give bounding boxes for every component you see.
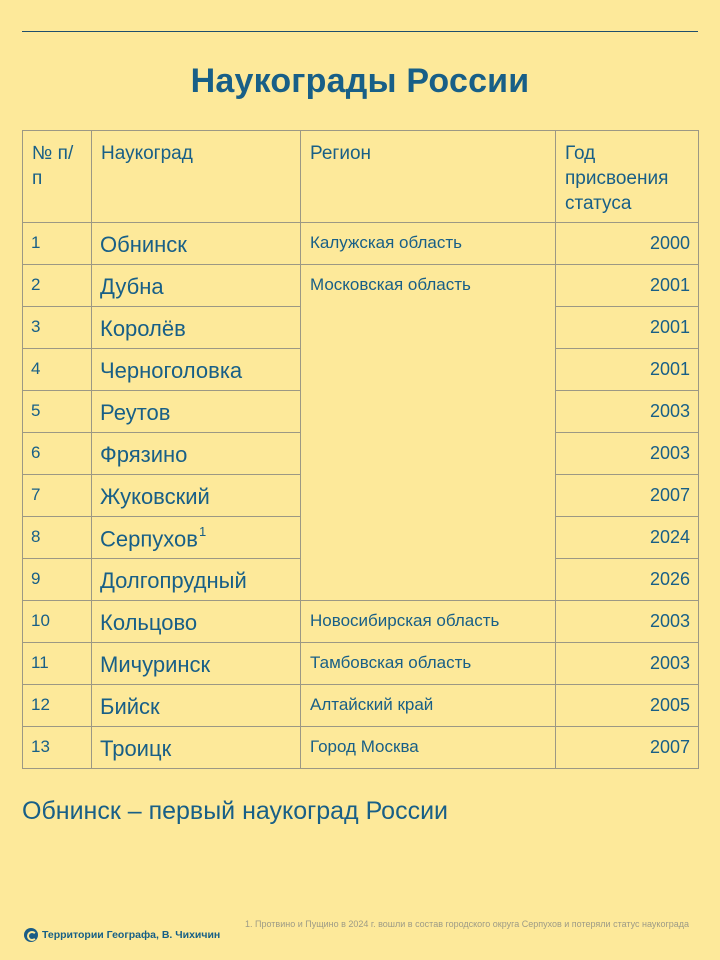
footnote: 1. Протвино и Пущино в 2024 г. вошли в состав городского округа Серпухов и потеряли статус наукограда	[245, 919, 689, 929]
city-cell	[92, 265, 301, 307]
city-name: Королёв	[100, 316, 186, 341]
city-cell	[92, 685, 301, 727]
status-year: 2003	[556, 643, 699, 685]
page-title: Наукограды России	[190, 62, 530, 100]
row-number: 5	[23, 391, 92, 433]
row-number: 2	[23, 265, 92, 307]
region-cell: Калужская область	[301, 223, 556, 265]
city-name: Серпухов	[100, 526, 198, 552]
city-name: Бийск	[100, 694, 160, 719]
city-cell	[92, 559, 301, 601]
city-cell	[92, 223, 301, 265]
row-number: 10	[23, 601, 92, 643]
region-cell: Новосибирская область	[301, 601, 556, 643]
city-name: Мичуринск	[100, 652, 211, 677]
status-year: 2026	[556, 559, 699, 601]
credit	[24, 928, 220, 942]
table-row	[23, 265, 699, 307]
table-row	[23, 223, 699, 265]
city-cell	[92, 517, 301, 559]
row-number: 9	[23, 559, 92, 601]
city-cell	[92, 643, 301, 685]
top-divider	[22, 31, 698, 32]
city-cell	[92, 433, 301, 475]
row-number: 12	[23, 685, 92, 727]
row-number: 11	[23, 643, 92, 685]
row-number: 4	[23, 349, 92, 391]
status-year: 2001	[556, 265, 699, 307]
science-cities-table	[22, 130, 699, 769]
header-num: № п/п	[23, 131, 92, 223]
city-name: Жуковский	[100, 484, 210, 509]
city-cell	[92, 475, 301, 517]
status-year: 2024	[556, 517, 699, 559]
city-name: Реутов	[100, 400, 171, 425]
logo-icon	[24, 928, 38, 942]
footnote-marker: 1	[198, 524, 207, 539]
city-name: Черноголовка	[100, 358, 243, 383]
region-cell: Тамбовская область	[301, 643, 556, 685]
city-cell	[92, 601, 301, 643]
status-year: 2001	[556, 307, 699, 349]
row-number: 3	[23, 307, 92, 349]
header-city: Наукоград	[92, 131, 301, 223]
row-number: 8	[23, 517, 92, 559]
credit-text: Территории Географа, В. Чихичин	[42, 929, 221, 941]
row-number: 1	[23, 223, 92, 265]
city-cell	[92, 727, 301, 769]
city-name: Фрязино	[100, 442, 188, 467]
table-header-row	[23, 131, 699, 223]
status-year: 2007	[556, 727, 699, 769]
status-year: 2003	[556, 601, 699, 643]
city-cell	[92, 307, 301, 349]
region-cell: Город Москва	[301, 727, 556, 769]
table-row	[23, 685, 699, 727]
status-year: 2005	[556, 685, 699, 727]
status-year: 2007	[556, 475, 699, 517]
header-year: Год присвоения статуса	[556, 131, 699, 223]
status-year: 2003	[556, 433, 699, 475]
table-row	[23, 601, 699, 643]
row-number: 6	[23, 433, 92, 475]
header-region: Регион	[301, 131, 556, 223]
subtitle: Обнинск – первый наукоград России	[22, 797, 449, 825]
table-row	[23, 643, 699, 685]
city-name: Долгопрудный	[100, 568, 247, 593]
status-year: 2003	[556, 391, 699, 433]
row-number: 13	[23, 727, 92, 769]
city-name: Кольцово	[100, 610, 198, 635]
region-cell: Московская область	[301, 265, 556, 601]
region-cell: Алтайский край	[301, 685, 556, 727]
status-year: 2001	[556, 349, 699, 391]
city-name: Дубна	[100, 274, 164, 299]
city-name: Троицк	[100, 736, 172, 761]
status-year: 2000	[556, 223, 699, 265]
city-cell	[92, 391, 301, 433]
city-cell	[92, 349, 301, 391]
table-body	[23, 223, 699, 769]
row-number: 7	[23, 475, 92, 517]
table-row	[23, 727, 699, 769]
city-name: Обнинск	[100, 232, 187, 257]
